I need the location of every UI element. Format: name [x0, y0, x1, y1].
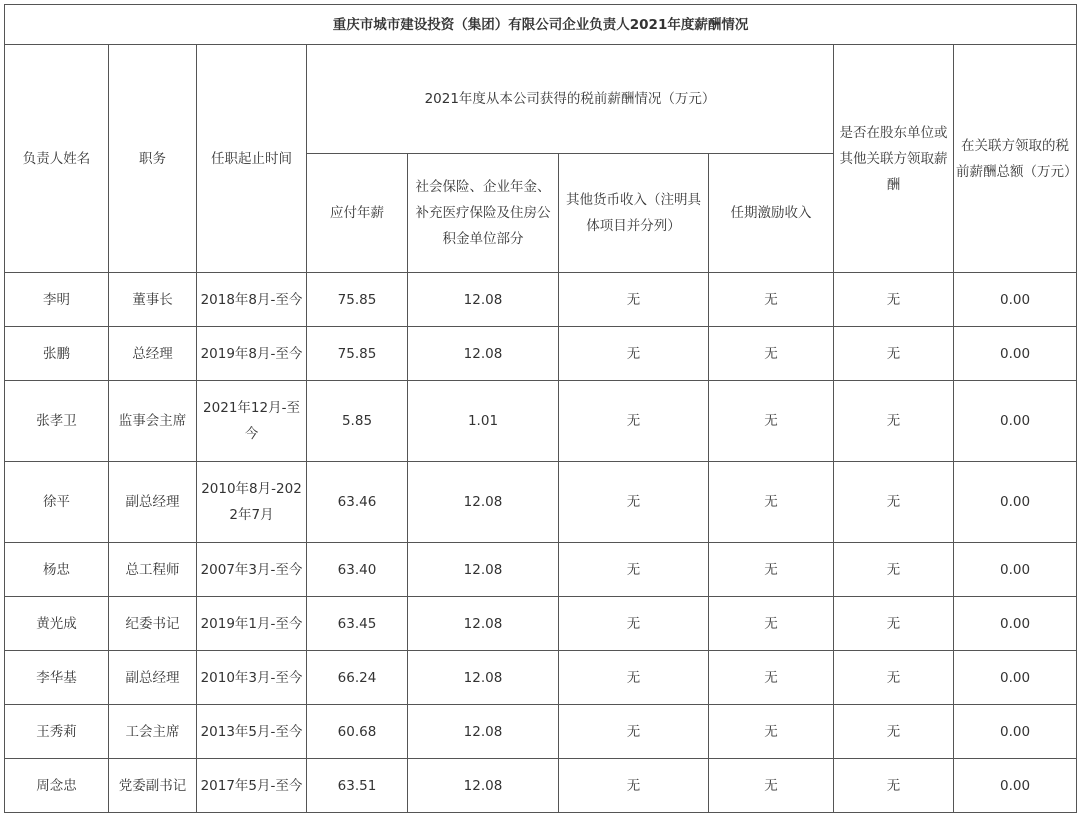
header-position: 职务 — [109, 45, 197, 273]
cell-related-total: 0.00 — [954, 462, 1077, 543]
header-row-1 — [5, 45, 1077, 154]
header-annual-salary: 应付年薪 — [307, 154, 408, 273]
cell-position: 总经理 — [109, 327, 197, 381]
cell-tenure: 2007年3月-至今 — [197, 543, 307, 597]
cell-related-party: 无 — [834, 759, 954, 813]
cell-tenure: 2021年12月-至今 — [197, 381, 307, 462]
table-row — [5, 273, 1077, 327]
header-incentive: 任期激励收入 — [709, 154, 834, 273]
header-related-party: 是否在股东单位或其他关联方领取薪酬 — [834, 45, 954, 273]
cell-name: 王秀莉 — [5, 705, 109, 759]
cell-other-income: 无 — [559, 759, 709, 813]
cell-tenure: 2017年5月-至今 — [197, 759, 307, 813]
cell-related-total: 0.00 — [954, 327, 1077, 381]
table-row — [5, 381, 1077, 462]
cell-related-total: 0.00 — [954, 651, 1077, 705]
cell-name: 张鹏 — [5, 327, 109, 381]
table-row — [5, 705, 1077, 759]
cell-incentive: 无 — [709, 705, 834, 759]
cell-name: 徐平 — [5, 462, 109, 543]
cell-incentive: 无 — [709, 651, 834, 705]
cell-name: 张孝卫 — [5, 381, 109, 462]
cell-social-insurance: 12.08 — [408, 651, 559, 705]
cell-other-income: 无 — [559, 543, 709, 597]
cell-position: 工会主席 — [109, 705, 197, 759]
cell-position: 党委副书记 — [109, 759, 197, 813]
cell-tenure: 2019年8月-至今 — [197, 327, 307, 381]
cell-related-party: 无 — [834, 327, 954, 381]
cell-annual-salary: 5.85 — [307, 381, 408, 462]
cell-other-income: 无 — [559, 705, 709, 759]
salary-table — [4, 4, 1077, 813]
cell-other-income: 无 — [559, 327, 709, 381]
cell-name: 李明 — [5, 273, 109, 327]
cell-other-income: 无 — [559, 462, 709, 543]
cell-annual-salary: 63.40 — [307, 543, 408, 597]
cell-social-insurance: 12.08 — [408, 543, 559, 597]
cell-related-total: 0.00 — [954, 543, 1077, 597]
header-name: 负责人姓名 — [5, 45, 109, 273]
cell-incentive: 无 — [709, 597, 834, 651]
cell-annual-salary: 63.46 — [307, 462, 408, 543]
cell-related-total: 0.00 — [954, 705, 1077, 759]
cell-other-income: 无 — [559, 381, 709, 462]
cell-incentive: 无 — [709, 759, 834, 813]
cell-other-income: 无 — [559, 273, 709, 327]
cell-related-total: 0.00 — [954, 759, 1077, 813]
cell-social-insurance: 12.08 — [408, 597, 559, 651]
cell-incentive: 无 — [709, 462, 834, 543]
cell-social-insurance: 12.08 — [408, 759, 559, 813]
cell-annual-salary: 63.51 — [307, 759, 408, 813]
cell-annual-salary: 75.85 — [307, 327, 408, 381]
cell-social-insurance: 12.08 — [408, 705, 559, 759]
cell-annual-salary: 75.85 — [307, 273, 408, 327]
table-row — [5, 462, 1077, 543]
cell-position: 监事会主席 — [109, 381, 197, 462]
cell-tenure: 2019年1月-至今 — [197, 597, 307, 651]
cell-incentive: 无 — [709, 273, 834, 327]
cell-related-total: 0.00 — [954, 273, 1077, 327]
cell-other-income: 无 — [559, 597, 709, 651]
cell-related-total: 0.00 — [954, 381, 1077, 462]
cell-position: 总工程师 — [109, 543, 197, 597]
cell-related-party: 无 — [834, 597, 954, 651]
table-row — [5, 327, 1077, 381]
cell-incentive: 无 — [709, 327, 834, 381]
cell-tenure: 2010年3月-至今 — [197, 651, 307, 705]
cell-related-party: 无 — [834, 543, 954, 597]
cell-position: 董事长 — [109, 273, 197, 327]
header-tenure: 任职起止时间 — [197, 45, 307, 273]
header-salary-group: 2021年度从本公司获得的税前薪酬情况（万元） — [307, 45, 834, 154]
table-title: 重庆市城市建设投资（集团）有限公司企业负责人2021年度薪酬情况 — [5, 5, 1077, 45]
header-social-insurance: 社会保险、企业年金、补充医疗保险及住房公积金单位部分 — [408, 154, 559, 273]
cell-related-party: 无 — [834, 381, 954, 462]
cell-related-party: 无 — [834, 705, 954, 759]
cell-position: 副总经理 — [109, 462, 197, 543]
cell-other-income: 无 — [559, 651, 709, 705]
table-row — [5, 759, 1077, 813]
cell-tenure: 2013年5月-至今 — [197, 705, 307, 759]
cell-social-insurance: 12.08 — [408, 462, 559, 543]
cell-annual-salary: 63.45 — [307, 597, 408, 651]
cell-position: 副总经理 — [109, 651, 197, 705]
cell-social-insurance: 1.01 — [408, 381, 559, 462]
cell-name: 周念忠 — [5, 759, 109, 813]
header-other-income: 其他货币收入（注明具体项目并分列） — [559, 154, 709, 273]
cell-related-party: 无 — [834, 462, 954, 543]
cell-tenure: 2010年8月-2022年7月 — [197, 462, 307, 543]
cell-related-party: 无 — [834, 651, 954, 705]
cell-related-party: 无 — [834, 273, 954, 327]
cell-name: 黄光成 — [5, 597, 109, 651]
cell-annual-salary: 66.24 — [307, 651, 408, 705]
cell-name: 李华基 — [5, 651, 109, 705]
cell-name: 杨忠 — [5, 543, 109, 597]
cell-social-insurance: 12.08 — [408, 327, 559, 381]
table-row — [5, 543, 1077, 597]
salary-table-body — [5, 5, 1077, 813]
cell-position: 纪委书记 — [109, 597, 197, 651]
cell-social-insurance: 12.08 — [408, 273, 559, 327]
cell-annual-salary: 60.68 — [307, 705, 408, 759]
cell-incentive: 无 — [709, 381, 834, 462]
cell-tenure: 2018年8月-至今 — [197, 273, 307, 327]
header-related-total: 在关联方领取的税前薪酬总额（万元） — [954, 45, 1077, 273]
cell-related-total: 0.00 — [954, 597, 1077, 651]
title-row — [5, 5, 1077, 45]
table-row — [5, 651, 1077, 705]
cell-incentive: 无 — [709, 543, 834, 597]
table-row — [5, 597, 1077, 651]
